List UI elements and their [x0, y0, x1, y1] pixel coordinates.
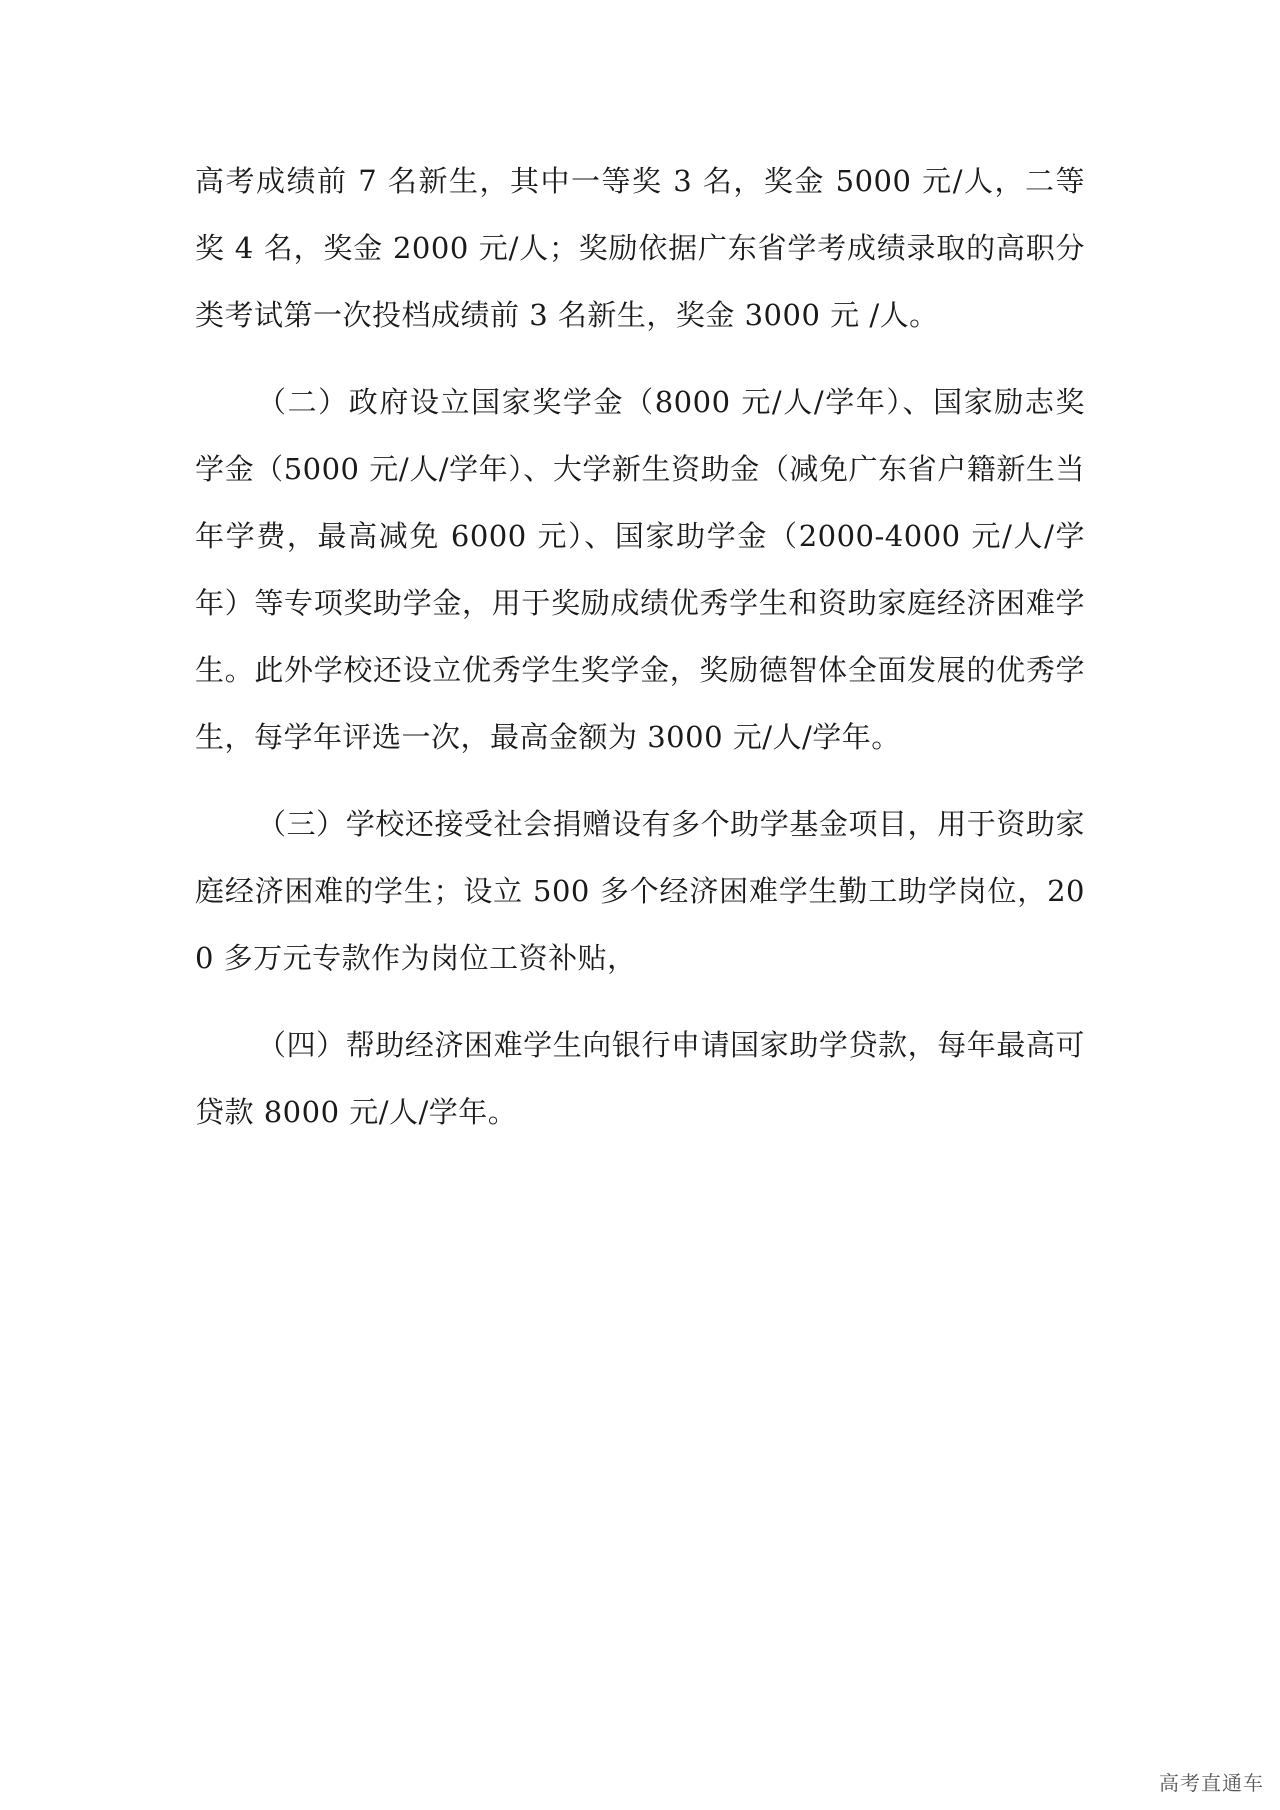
- paragraph-section-3: （三）学校还接受社会捐赠设有多个助学基金项目，用于资助家庭经济困难的学生；设立 500 多个经济困难学生勤工助学岗位，200 多万元专款作为岗位工资补贴，: [195, 807, 1085, 975]
- watermark-text: 高考直通车: [1159, 1771, 1264, 1795]
- paragraph-continuation: 高考成绩前 7 名新生，其中一等奖 3 名，奖金 5000 元/人，二等奖 4 名，奖金 2000 元/人；奖励依据广东省学考成绩录取的高职分类考试第一次投档成绩前 3 名新生，奖金 3000 元 /人。: [195, 164, 1085, 332]
- paragraph-section-2: （二）政府设立国家奖学金（8000 元/人/学年）、国家励志奖学金（5000 元/人/学年）、大学新生资助金（减免广东省户籍新生当年学费，最高减免 6000 元）、国家助学金（2000-4000 元/人/学年）等专项奖助学金，用于奖励成绩优秀学生和资助家庭经济困难学生。此外学校还设立优秀学生奖学金，奖励德智体全面发展的优秀学生，每学年评选一次，最高金额为 3000 元/人/学年。: [195, 385, 1085, 754]
- document-body: [195, 148, 1085, 1146]
- paragraph-section-4: （四）帮助经济困难学生向银行申请国家助学贷款，每年最高可贷款 8000 元/人/学年。: [195, 1028, 1085, 1129]
